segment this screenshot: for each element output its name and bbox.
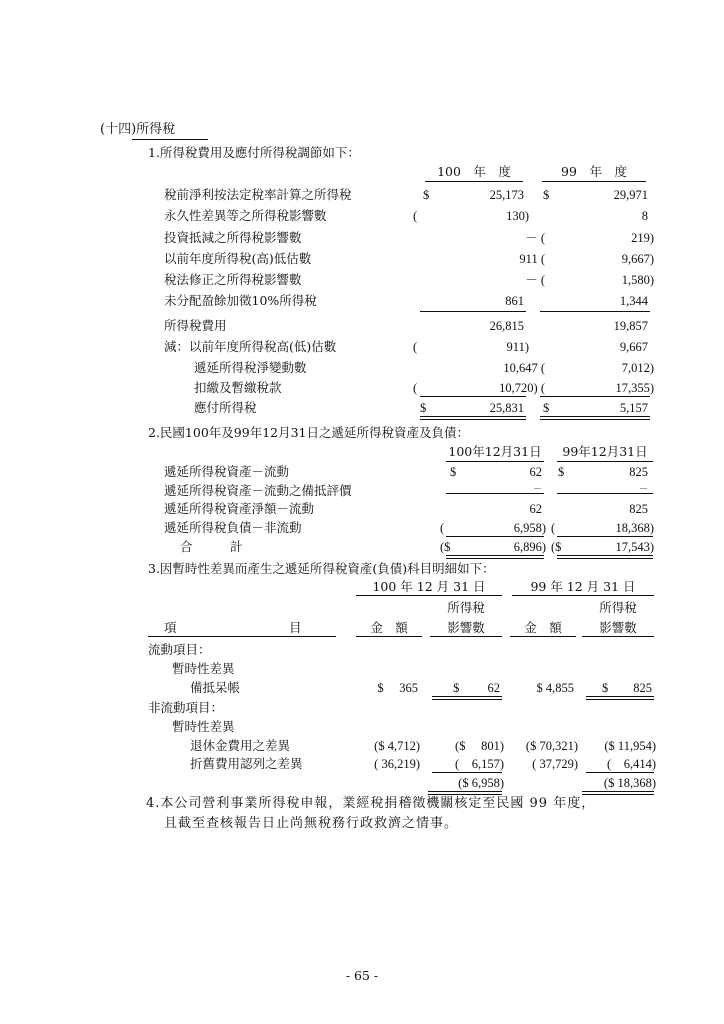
page-number: - 65 - (345, 968, 379, 983)
s3-row-tax-99: ($ 11,954) (604, 739, 656, 753)
s3-item-header: 項 目 (164, 620, 302, 635)
s2-row-prefix-100: $ (450, 465, 457, 479)
s3-amount-header-100: 金 額 (370, 620, 408, 635)
s3-total-double-underline-100 (428, 791, 502, 795)
s3-row-tax-100: ($ 801) (455, 739, 504, 753)
s3-row-amount-99: $ 4,855 (536, 681, 574, 695)
s1-row-prefix-100: $ (423, 188, 430, 202)
s3-item-header-underline (148, 636, 336, 637)
s1-row-value-100: 25,173 (489, 188, 524, 202)
s2-allowance-underline-100 (446, 493, 544, 494)
s3-row-amount-100: $ 365 (377, 681, 418, 695)
s2-col2-header-underline (557, 461, 653, 462)
s1-row-prefix-100: ( (413, 381, 418, 395)
s3-row-label: 退休金費用之差異 (190, 738, 291, 753)
s1-row-label: 遞延所得稅淨變動數 (194, 360, 307, 375)
s1-row-value-100: 861 (505, 294, 524, 308)
s3-row-tax-99: $ 825 (601, 681, 652, 695)
s3-row-tax-99: ($ 18,368) (603, 776, 656, 790)
s1-total-double-underline-100 (420, 416, 526, 420)
s1-row-prefix-100: $ (420, 401, 427, 415)
s1-row-label: 永久性差異等之所得稅影響數 (164, 208, 327, 223)
s2-row-prefix-100: ( (440, 521, 445, 535)
s2-row-value-100: 6,896) (513, 540, 546, 554)
s1-col1-header-underline (425, 181, 523, 182)
s1-row-label: 稅前淨利按法定稅率計算之所得稅 (164, 187, 352, 202)
s2-liability-underline-99 (557, 536, 653, 537)
s3-tax-header-line2-100: 影響數 (447, 620, 485, 635)
s1-row-value-99: 9,667) (621, 252, 654, 266)
s3-row-label: 暫時性差異 (172, 661, 235, 676)
s3-noncurrent-underline-100 (432, 772, 502, 773)
s1-row-prefix-99: $ (543, 188, 550, 202)
s1-col1-header: 100 年 度 (437, 164, 511, 179)
s3-current-double-underline-100 (432, 696, 502, 700)
s1-row-value-99: 1,580) (621, 273, 654, 287)
s2-row-label: 遞延所得稅資產－流動 (164, 464, 290, 479)
s1-row-label: 應付所得稅 (194, 400, 257, 415)
s2-col1-header-underline (446, 461, 544, 462)
s3-tax-header-line2-99: 影響數 (599, 620, 637, 635)
s2-row-label: 遞延所得稅資產－流動之備抵評價 (164, 483, 352, 498)
s3-amount-header-underline-99 (510, 636, 576, 637)
s2-row-value-99: 825 (629, 502, 648, 516)
s3-row-label: 折舊費用認列之差異 (190, 756, 303, 771)
s1-col2-header-underline (542, 181, 646, 182)
s3-tax-header-underline-100 (430, 636, 502, 637)
s2-col2-header: 99年12月31日 (562, 444, 648, 459)
s1-row-value-100: 911 ( (519, 252, 545, 266)
s2-row-value-99: 17,543) (615, 540, 654, 554)
s1-row-label: 扣繳及暫繳稅款 (194, 380, 282, 395)
s2-col1-header: 100年12月31日 (448, 444, 542, 459)
s1-row-prefix-99: $ (543, 401, 550, 415)
s3-title: 3.因暫時性差異而產生之遞延所得稅資產(負債)科目明細如下： (148, 561, 495, 576)
section-title-underline (132, 139, 208, 140)
s1-row-value-100: 130) (506, 209, 529, 223)
s2-row-prefix-99: ($ (551, 540, 562, 554)
s1-row-label: 投資抵減之所得稅影響數 (164, 230, 302, 245)
s2-row-value-99: 18,368) (615, 521, 654, 535)
s3-date2-underline (512, 595, 654, 596)
s1-row-value-100: 911) (506, 340, 529, 354)
s1-row-label: 未分配盈餘加徵10%所得稅 (164, 293, 317, 308)
s1-row-value-99: 7,012) (621, 361, 654, 375)
s1-row-value-100: 10,720) ( (499, 381, 545, 395)
s3-total-double-underline-99 (582, 791, 654, 795)
s2-row-label: 遞延所得稅負債－非流動 (164, 520, 302, 535)
s1-row-value-99: 5,157 (619, 401, 648, 415)
s1-row-value-99: 219) (631, 231, 654, 245)
s2-row-value-100: 6,958) (513, 521, 546, 535)
s1-row-prefix-100: ( (413, 340, 418, 354)
s2-liability-underline-100 (446, 536, 544, 537)
s1-subtotal-underline-100 (420, 311, 526, 312)
s3-row-amount-99: ($ 70,321) (525, 739, 578, 753)
s1-row-value-99: 1,344 (619, 294, 648, 308)
s2-row-value-99: － (638, 484, 648, 494)
s1-row-label: 稅法修正之所得稅影響數 (164, 272, 302, 287)
s1-deduct-underline-99 (540, 396, 650, 397)
s1-row-value-99: 9,667 (619, 340, 648, 354)
s1-row-label: 減：以前年度所得稅高(低)估數 (164, 339, 337, 354)
s2-row-label: 遞延所得稅資產淨額－流動 (164, 501, 315, 516)
s2-row-value-100: 62 (529, 465, 542, 479)
s3-tax-header-underline-99 (582, 636, 654, 637)
s2-row-prefix-99: $ (558, 465, 565, 479)
s3-row-label: 備抵呆帳 (190, 680, 241, 695)
s3-current-double-underline-99 (586, 696, 654, 700)
s3-tax-header-line1-99: 所得稅 (599, 600, 637, 615)
s3-noncurrent-underline-99 (586, 772, 654, 773)
s2-row-prefix-99: ( (551, 521, 556, 535)
s2-title: 2.民國100年及99年12月31日之遞延所得稅資產及負債： (148, 425, 470, 440)
s1-row-value-99: 17,355) (615, 381, 654, 395)
s2-row-value-99: 825 (629, 465, 648, 479)
s1-row-prefix-100: ( (413, 209, 418, 223)
s4-line1: 4.本公司營利事業所得稅申報，業經稅捐稽徵機關核定至民國 99 年度， (146, 796, 596, 811)
s3-tax-header-line1-100: 所得稅 (447, 600, 485, 615)
s3-row-amount-99: ( 37,729) (532, 757, 578, 771)
s3-row-amount-100: ($ 4,712) (374, 739, 420, 753)
s3-row-label: 暫時性差異 (172, 719, 235, 734)
s1-row-value-99: 29,971 (613, 188, 648, 202)
s3-row-tax-100: ( 6,157) (455, 757, 504, 771)
s3-amount-header-underline-100 (356, 636, 422, 637)
s2-total-double-underline-100 (446, 555, 544, 559)
s3-row-label: 流動項目： (148, 642, 211, 657)
s3-row-label: 非流動項目： (148, 700, 224, 715)
s1-title: 1.所得稅費用及應付所得稅調節如下： (148, 145, 360, 160)
s2-row-prefix-100: ($ (440, 540, 451, 554)
s1-row-label: 所得稅費用 (164, 318, 227, 333)
s4-line2: 且截至查核報告日止尚無稅務行政救濟之情事。 (164, 816, 459, 831)
s2-total-double-underline-99 (557, 555, 653, 559)
s1-row-label: 以前年度所得稅(高)低估數 (164, 251, 312, 266)
s1-row-value-100: － ( (525, 231, 545, 245)
s1-row-value-99: 8 (641, 209, 648, 223)
s1-row-value-100: 10,647 ( (503, 361, 545, 375)
s2-allowance-underline-99 (557, 493, 653, 494)
s2-row-label: 合 計 (180, 539, 243, 554)
s3-row-tax-99: ( 6,414) (607, 757, 656, 771)
s3-amount-header-99: 金 額 (524, 620, 562, 635)
s3-date1-header: 100 年 12 月 31 日 (372, 579, 486, 594)
s1-subtotal-underline-99 (540, 311, 650, 312)
s1-total-double-underline-99 (540, 416, 650, 420)
s1-row-value-99: 19,857 (613, 319, 648, 333)
s2-row-value-100: － (532, 484, 542, 494)
s3-row-tax-100: ($ 6,958) (458, 776, 504, 790)
section-title: (十四)所得稅 (100, 122, 176, 137)
s1-col2-header: 99 年 度 (561, 164, 627, 179)
s3-date2-header: 99 年 12 月 31 日 (530, 579, 636, 594)
s3-date1-underline (356, 595, 502, 596)
s1-row-value-100: 25,831 (489, 401, 524, 415)
s3-row-amount-100: ( 36,219) (374, 757, 420, 771)
s2-row-value-100: 62 (529, 502, 542, 516)
s1-row-value-100: 26,815 (489, 319, 524, 333)
s1-row-value-100: － ( (525, 273, 545, 287)
s1-deduct-underline-100 (420, 396, 526, 397)
s3-row-tax-100: $ 62 (453, 681, 500, 695)
